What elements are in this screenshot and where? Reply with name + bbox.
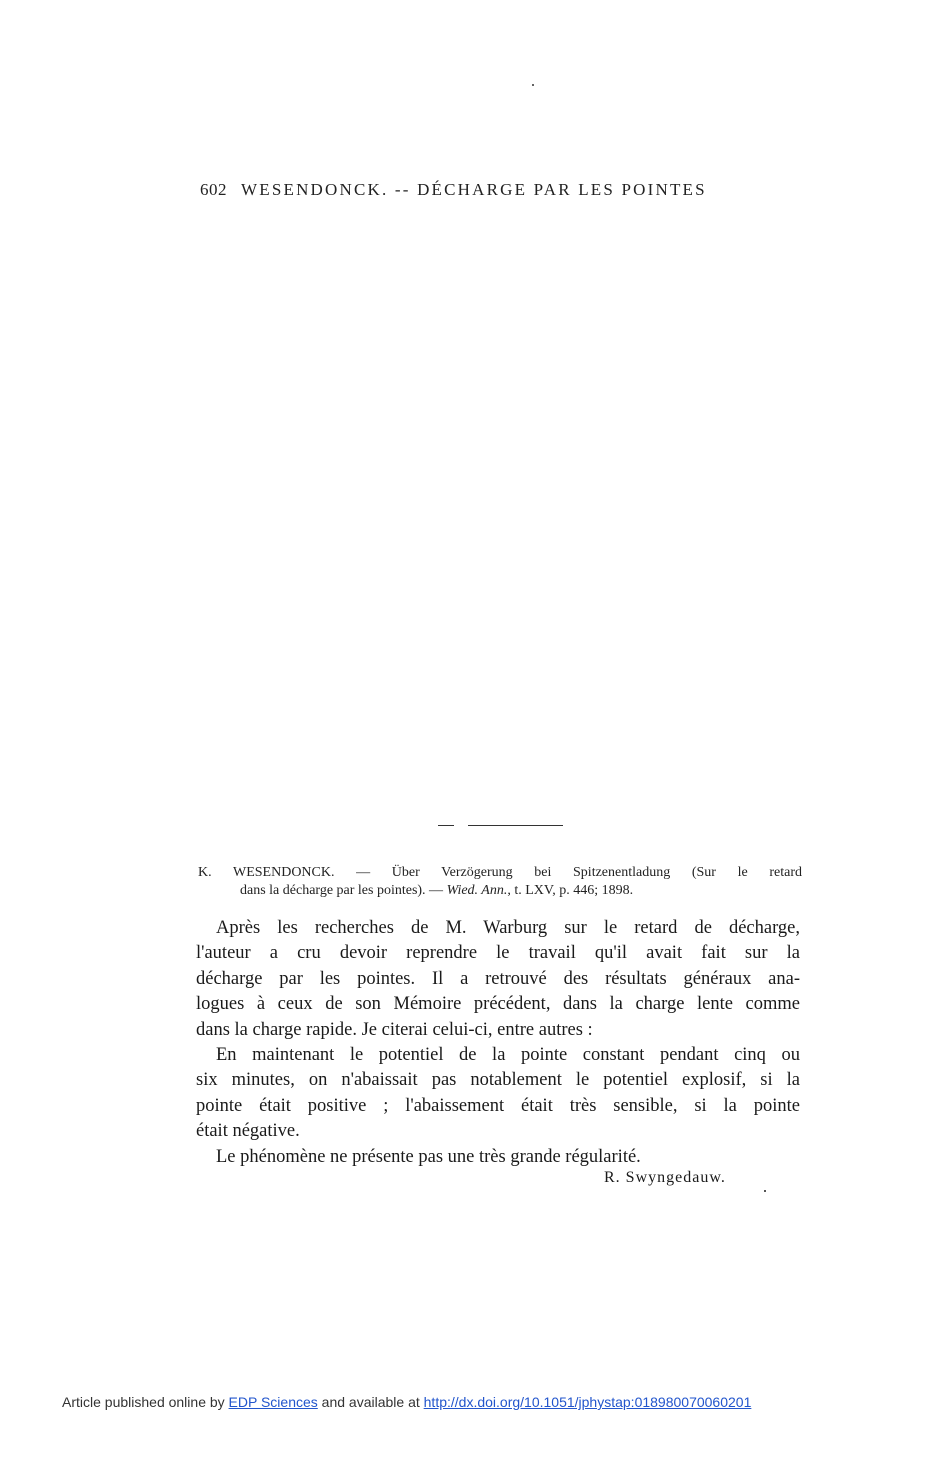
- separator-long: [468, 825, 563, 826]
- body-line: décharge par les pointes. Il a retrouvé des résultats généraux ana-: [196, 968, 800, 989]
- stray-dot: [764, 1190, 766, 1192]
- publication-footer: [62, 1394, 751, 1410]
- separator-short: [438, 825, 454, 826]
- article-body: [196, 916, 800, 1170]
- body-line: logues à ceux de son Mémoire précédent, dans la charge lente comme: [196, 994, 800, 1015]
- header-title: WESENDONCK. -- DÉCHARGE PAR LES POINTES: [241, 180, 707, 199]
- body-line: Après les recherches de M. Warburg sur le retard de décharge,: [216, 918, 800, 938]
- citation-text: dans la décharge par les pointes). —: [240, 883, 447, 898]
- journal-name: Wied. Ann.: [446, 883, 508, 898]
- citation-line-2: [198, 882, 802, 900]
- footer-prefix: Article published online by: [62, 1394, 229, 1410]
- doi-link[interactable]: http://dx.doi.org/10.1051/jphystap:018980070060201: [423, 1394, 752, 1410]
- bibliographic-citation: [198, 864, 802, 900]
- citation-volume: , t. LXV, p. 446; 1898.: [507, 883, 634, 898]
- running-header: [200, 180, 760, 200]
- author-signature: R. Swyngedauw.: [604, 1169, 726, 1186]
- body-line: six minutes, on n'abaissait pas notablement le potentiel explosif, si la: [196, 1070, 800, 1091]
- footer-middle: and available at: [317, 1394, 424, 1410]
- body-line: l'auteur a cru devoir reprendre le travail qu'il avait fait sur la: [196, 943, 800, 964]
- body-line: En maintenant le potentiel de la pointe constant pendant cinq ou: [216, 1045, 800, 1066]
- body-line: était négative.: [196, 1121, 300, 1142]
- body-line: pointe était positive ; l'abaissement était très sensible, si la pointe: [196, 1095, 800, 1116]
- body-line: Le phénomène ne présente pas une très grande régularité.: [216, 1146, 641, 1167]
- page-number: 602: [200, 180, 227, 199]
- stray-dot: [532, 84, 534, 86]
- publisher-link[interactable]: EDP Sciences: [228, 1394, 318, 1410]
- body-line: dans la charge rapide. Je citerai celui-ci, entre autres :: [196, 1019, 593, 1040]
- citation-line-1: K. WESENDONCK. — Über Verzögerung bei Spitzenentladung (Sur le retard: [198, 865, 802, 880]
